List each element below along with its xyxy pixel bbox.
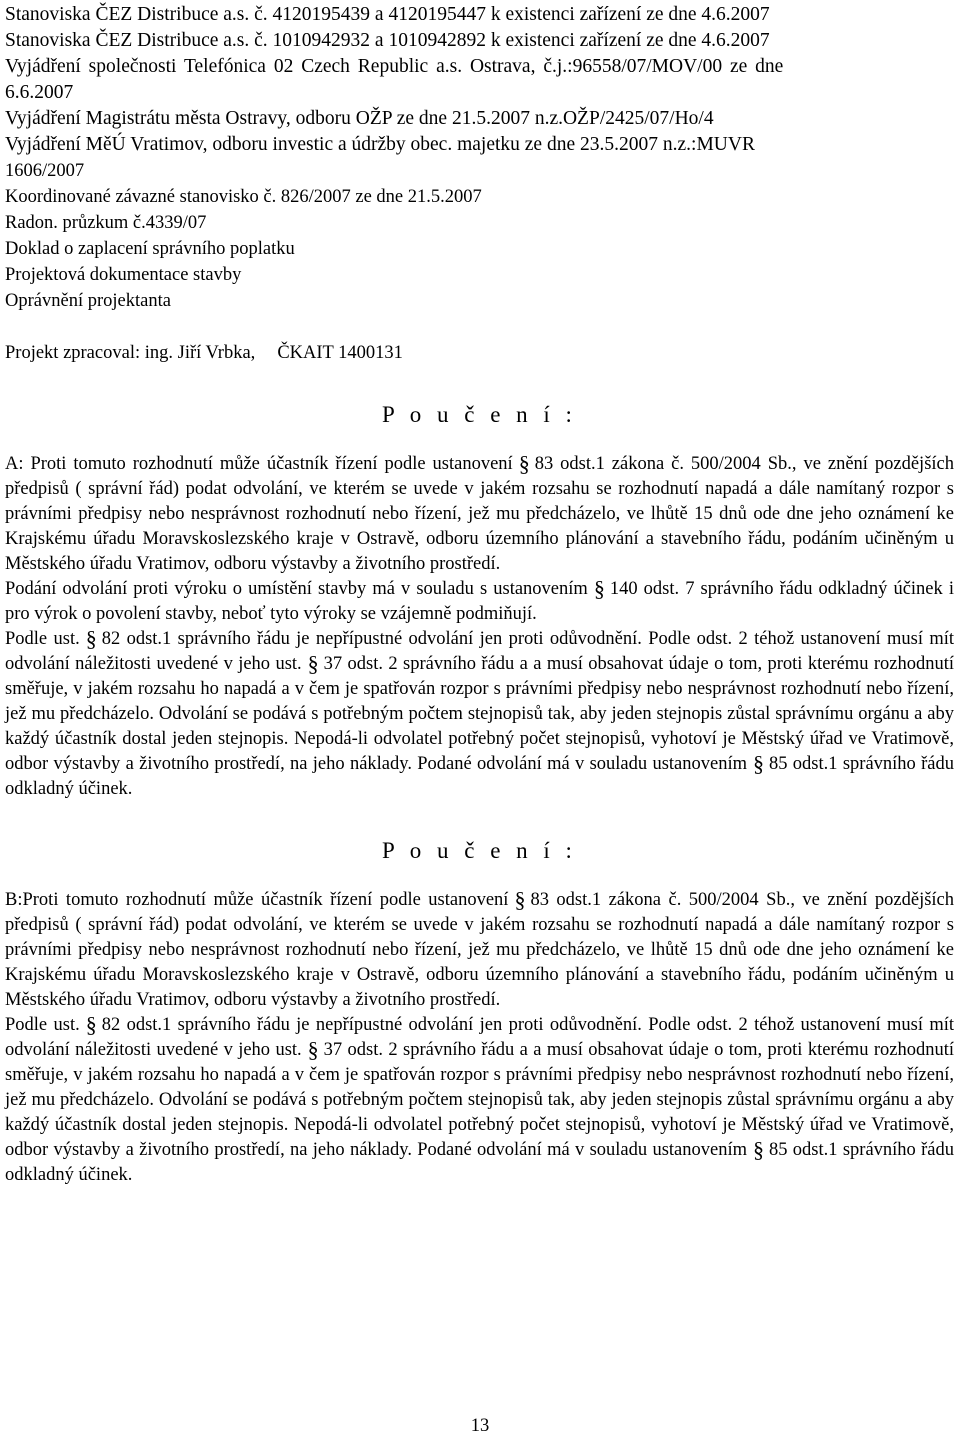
page-number: 13 [470, 1416, 490, 1436]
section-sign-icon: § [514, 887, 526, 912]
list-item: Stanoviska ČEZ Distribuce a.s. č. 4120195439 a 4120195447 k existenci zařízení ze dne 4.6.2007 [5, 4, 770, 25]
paragraph-b-appeal: B:Proti tomuto rozhodnutí může účastník řízení podle ustanovení § 83 odst.1 zákona č. 500/2004 Sb., ve znění pozdějších předpisů ( správní řád) podat odvolání, ve kterém se uvede v jakém rozsahu se rozhodnutí napadá a dále namítaný rozpor s právními předpisy nebo nesprávnost rozhodnutí nebo řízení, jež mu předcházelo, ve lhůtě 15 dnů ode dne jeho oznámení ke Krajskému úřadu Moravskoslezského kraje v Ostravě, odboru územního plánování a stavebního řádu, podáním učiněným u Městského úřadu Vratimov, odboru výstavby a životního prostředí. [5, 887, 955, 1010]
section-sign-icon: § [752, 751, 764, 776]
paragraph-b-requirements: Podle ust. § 82 odst.1 správního řádu je nepřípustné odvolání jen proti odůvodnění. Podle odst. 2 téhož ustanovení musí mít odvolání náležitosti uvedené v jeho ust. § 37 odst. 2 správního řádu a a musí obsahovat údaje o tom, proti kterému rozhodnutí směřuje, v jakém rozsahu ho napadá a v čem je spatřován rozpor s právními předpisy nebo nesprávnost rozhodnutí nebo řízení, jež mu předcházelo. Odvolání se podává s potřebným počtem stejnopisů tak, aby jeden stejnopis zůstal správnímu orgánu a aby každý účastník dostal jeden stejnopis. Nepodá-li odvolatel potřebný počet stejnopisů, vyhotoví je Městský úřad ve Vratimově, odbor výstavby a životního prostředí, na jeho náklady. Podané odvolání má v souladu ustanovením § 85 odst.1 správního řádu odkladný účinek. [5, 1012, 955, 1185]
section-heading-b: P o u č e n í : [382, 838, 577, 863]
project-author-ckait: ČKAIT 1400131 [277, 343, 403, 363]
list-item: Vyjádření společnosti Telefónica 02 Czech Republic a.s. Ostrava, č.j.:96558/07/MOV/00 ze dne [5, 56, 784, 77]
project-label: Projekt zpracoval: [5, 343, 141, 363]
project-author-line [5, 340, 954, 366]
paragraph-a-effect: Podání odvolání proti výroku o umístění stavby má v souladu s ustanovením § 140 odst. 7 správního řádu odkladný účinek i pro výrok o povolení stavby, neboť tyto výroky se vzájemně podmiňují. [5, 576, 954, 624]
list-item: Projektová dokumentace stavby [5, 265, 242, 285]
list-item: Radon. průzkum č.4339/07 [5, 213, 207, 233]
list-item: Stanoviska ČEZ Distribuce a.s. č. 1010942932 a 1010942892 k existenci zařízení ze dne 4.6.2007 [5, 30, 770, 51]
section-sign-icon: § [307, 651, 319, 676]
list-item: Oprávnění projektanta [5, 291, 171, 311]
section-heading-a: P o u č e n í : [382, 402, 577, 427]
section-sign-icon: § [307, 1037, 319, 1062]
section-sign-icon: § [85, 626, 97, 651]
section-sign-icon: § [518, 451, 530, 476]
list-item: Vyjádření Magistrátu města Ostravy, odboru OŽP ze dne 21.5.2007 n.z.OŽP/2425/07/Ho/4 [5, 108, 714, 129]
list-item: 6.6.2007 [5, 82, 74, 103]
list-item: Doklad o zaplacení správního poplatku [5, 239, 295, 259]
project-author-name: ing. Jiří Vrbka, [144, 343, 256, 363]
list-item: 1606/2007 [5, 161, 85, 181]
section-sign-icon: § [593, 576, 605, 601]
paragraph-a-requirements: Podle ust. § 82 odst.1 správního řádu je nepřípustné odvolání jen proti odůvodnění. Podle odst. 2 téhož ustanovení musí mít odvolání náležitosti uvedené v jeho ust. § 37 odst. 2 správního řádu a a musí obsahovat údaje o tom, proti kterému rozhodnutí směřuje, v jakém rozsahu ho napadá a v čem je spatřován rozpor s právními předpisy nebo nesprávnost rozhodnutí nebo řízení, jež mu předcházelo. Odvolání se podává s potřebným počtem stejnopisů tak, aby jeden stejnopis zůstal správnímu orgánu a aby každý účastník dostal jeden stejnopis. Nepodá-li odvolatel potřebný počet stejnopisů, vyhotoví je Městský úřad ve Vratimově, odbor výstavby a životního prostředí, na jeho náklady. Podané odvolání má v souladu ustanovením § 85 odst.1 správního řádu odkladný účinek. [5, 626, 955, 799]
section-sign-icon: § [752, 1137, 764, 1162]
attachment-list [5, 2, 954, 314]
list-item: Koordinované závazné stanovisko č. 826/2007 ze dne 21.5.2007 [5, 187, 482, 207]
paragraph-a-appeal: A: Proti tomuto rozhodnutí může účastník řízení podle ustanovení § 83 odst.1 zákona č. 500/2004 Sb., ve znění pozdějších předpisů ( správní řád) podat odvolání, ve kterém se uvede v jakém rozsahu se rozhodnutí napadá a dále namítaný rozpor s právními předpisy nebo nesprávnost rozhodnutí nebo řízení, jež mu předcházelo, ve lhůtě 15 dnů ode dne jeho oznámení ke Krajskému úřadu Moravskoslezského kraje v Ostravě, odboru územního plánování a stavebního řádu, podáním učiněným u Městského úřadu Vratimov, odboru výstavby a životního prostředí. [5, 451, 954, 574]
list-item: Vyjádření MěÚ Vratimov, odboru investic a údržby obec. majetku ze dne 23.5.2007 n.z.:MUVR [5, 134, 755, 155]
section-sign-icon: § [85, 1012, 97, 1037]
